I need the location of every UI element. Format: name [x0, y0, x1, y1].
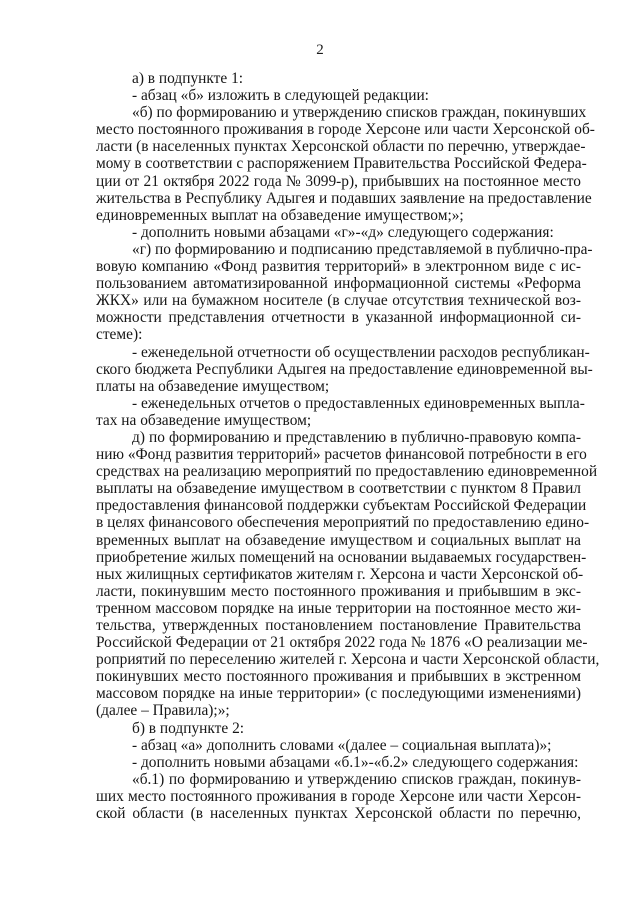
text-line: - еженедельных отчетов о предоставленных единовременных выпла- [132, 394, 585, 412]
text-line: - дополнить новыми абзацами «г»-«д» следующего содержания: [132, 223, 554, 241]
text-line: вовую компанию «Фонд развития территорий» в электронном виде с ис- [96, 258, 581, 276]
text-line: временных выплат на обзаведение имуществом и социальных выплат на [96, 531, 581, 549]
text-line: ласти, покинувшим место постоянного проживания и прибывшим в экс- [96, 582, 581, 600]
text-line: жительства в Республику Адыгея и подавших заявление на предоставление [96, 189, 592, 207]
text-line: ции от 21 октября 2022 года № 3099-р), прибывших на постоянное место [96, 172, 581, 190]
text-line: приобретение жилых помещений на основании выдаваемых государствен- [96, 548, 587, 566]
text-line: ЖКХ» или на бумажном носителе (в случае отсутствия технической воз- [96, 292, 581, 310]
text-line: можности представления отчетности в указанной информационной си- [96, 309, 581, 327]
text-line: единовременных выплат на обзаведение имуществом;»; [96, 206, 464, 224]
text-line: мому в соответствии с распоряжением Правительства Российской Федера- [96, 155, 587, 173]
text-line: покинувших место постоянного проживания и прибывших в экстренном [96, 668, 581, 686]
text-line: место постоянного проживания в городе Херсоне или части Херсонской об- [96, 121, 595, 139]
text-line: стеме): [96, 326, 143, 344]
text-line: тренном массовом порядке на иные территории на постоянное место жи- [96, 599, 581, 617]
text-line: - абзац «а» дополнить словами «(далее – социальная выплата)»; [132, 736, 552, 754]
text-line: Российской Федерации от 21 октября 2022 года № 1876 «О реализации ме- [96, 634, 588, 652]
text-line: ных жилищных сертификатов жителям г. Херсона и части Херсонской об- [96, 565, 584, 583]
text-line: тах на обзаведение имуществом; [96, 411, 312, 429]
text-line: (далее – Правила);»; [96, 702, 230, 720]
document-body [96, 70, 600, 823]
text-line: «б) по формированию и утверждению списков граждан, покинувших [132, 104, 587, 122]
text-line: в целях финансового обеспечения мероприятий по предоставлению едино- [96, 514, 590, 532]
text-line: «б.1) по формированию и утверждению списков граждан, покинув- [132, 770, 581, 788]
text-line: а) в подпункте 1: [132, 70, 244, 87]
text-line: роприятий по переселению жителей г. Херсона и части Херсонской области, [96, 651, 600, 669]
text-line: ласти (в населенных пунктах Херсонской области по перечню, утверждае- [96, 138, 586, 156]
text-line: выплаты на обзаведение имуществом в соответствии с пунктом 8 Правил [96, 480, 581, 498]
text-line: платы на обзаведение имуществом; [96, 377, 330, 395]
text-line: б) в подпункте 2: [132, 719, 245, 737]
text-line: «г) по формированию и подписанию представляемой в публично-пра- [132, 240, 593, 258]
text-line: д) по формированию и представлению в публично-правовую компа- [132, 428, 581, 446]
text-line: средствах на реализацию мероприятий по предоставлению единовременной [96, 463, 598, 481]
text-line: пользованием автоматизированной информационной системы «Реформа [96, 275, 581, 293]
text-line: предоставления финансовой поддержки субъектам Российской Федерации [96, 497, 587, 515]
text-line: - еженедельной отчетности об осуществлении расходов республикан- [132, 343, 590, 361]
text-line: ших место постоянного проживания в городе Херсоне или части Херсон- [96, 787, 581, 805]
text-line: ского бюджета Республики Адыгея на предоставление единовременной вы- [96, 360, 593, 378]
text-line: нию «Фонд развития территорий» расчетов финансовой потребности в его [96, 446, 587, 464]
text-line: - абзац «б» изложить в следующей редакции: [132, 87, 429, 105]
page-number: 2 [316, 42, 324, 58]
text-line: - дополнить новыми абзацами «б.1»-«б.2» следующего содержания: [132, 753, 579, 771]
text-line: массовом порядке на иные территории» (с последующими изменениями) [96, 685, 581, 703]
text-line: ской области (в населенных пунктах Херсонской области по перечню, [96, 805, 581, 823]
text-line: тельства, утвержденных постановлением постановление Правительства [96, 617, 581, 634]
